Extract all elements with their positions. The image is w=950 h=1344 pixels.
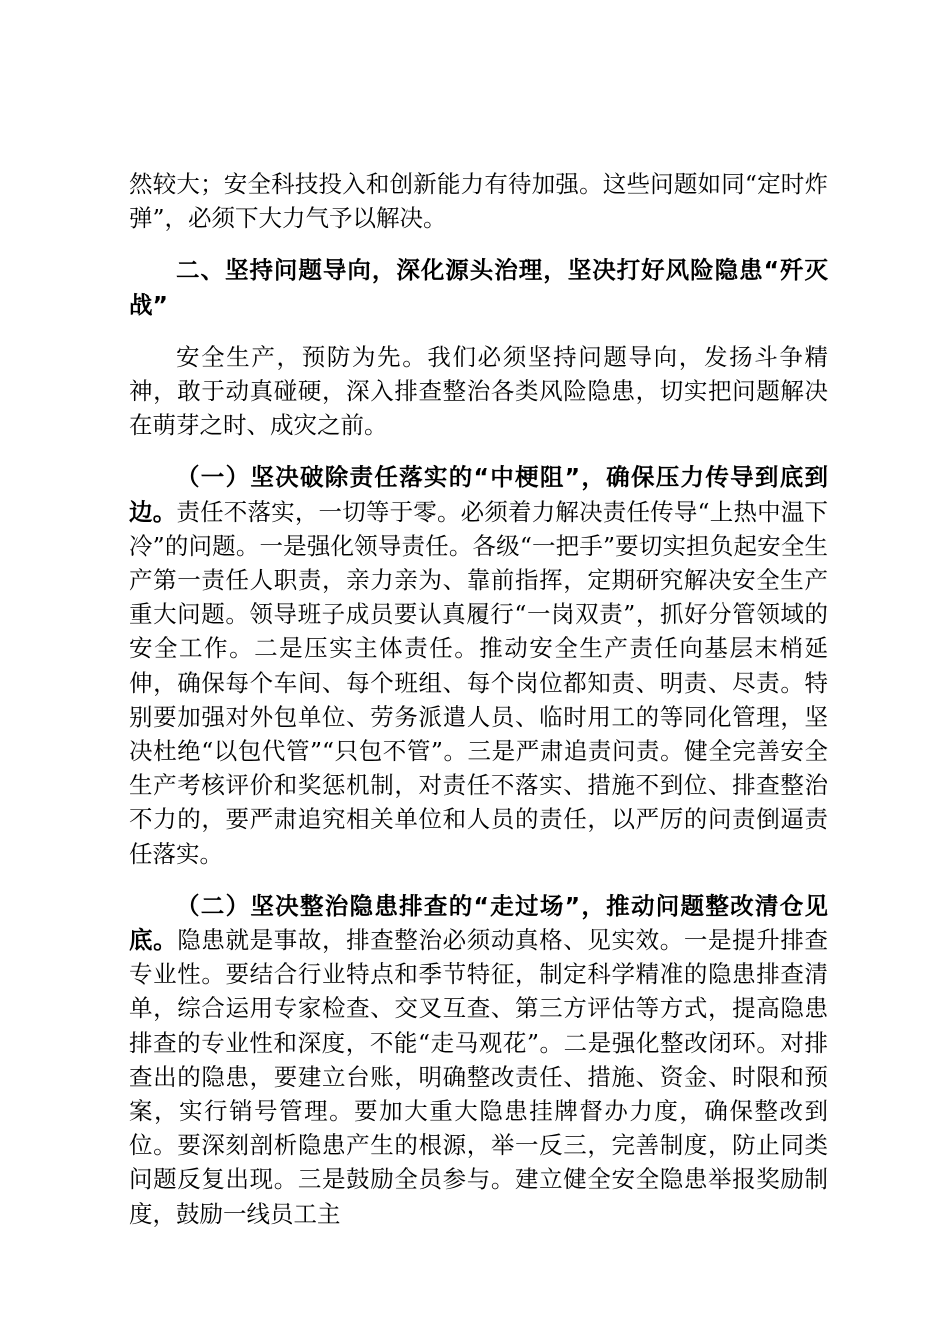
- item-paragraph-1: [129, 460, 828, 870]
- document-body: [129, 167, 828, 1249]
- intro-paragraph: 安全生产，预防为先。我们必须坚持问题导向，发扬斗争精神，敢于动真碰硬，深入排查整治各类风险隐患，切实把问题解决在萌芽之时、成灾之前。: [129, 342, 828, 440]
- item-body-2: 隐患就是事故，排查整治必须动真格、见实效。一是提升排查专业性。要结合行业特点和季节特征，制定科学精准的隐患排查清单，综合运用专家检查、交叉互查、第三方评估等方式，提高隐患排查的专业性和深度，不能“走马观花”。二是强化整改闭环。对排查出的隐患，要建立台账，明确整改责任、措施、资金、时限和预案，实行销号管理。要加大重大隐患挂牌督办力度，确保整改到位。要深刻剖析隐患产生的根源，举一反三，完善制度，防止同类问题反复出现。三是鼓励全员参与。建立健全安全隐患举报奖励制度，鼓励一线员工主: [129, 926, 828, 1228]
- continuation-paragraph: 然较大；安全科技投入和创新能力有待加强。这些问题如同“定时炸弹”，必须下大力气予以解决。: [129, 170, 828, 233]
- item-lead-2: （二）坚决整治隐患排查的“走过场”，推动问题整改清仓见底。: [129, 891, 828, 955]
- item-paragraph-2: [129, 889, 828, 1231]
- item-lead-1: （一）坚决破除责任落实的“中梗阻”，确保压力传导到底到边。: [129, 463, 828, 526]
- section-heading: 二、坚持问题导向，深化源头治理，坚决打好风险隐患“歼灭战”: [129, 256, 828, 319]
- item-body-1: 责任不落实，一切等于零。必须着力解决责任传导“上热中温下冷”的问题。一是强化领导责任。各级“一把手”要切实担负起安全生产第一责任人职责，亲力亲为、靠前指挥，定期研究解决安全生产重大问题。领导班子成员要认真履行“一岗双责”，抓好分管领域的安全工作。二是压实主体责任。推动安全生产责任向基层末梢延伸，确保每个车间、每个班组、每个岗位都知责、明责、尽责。特别要加强对外包单位、劳务派遣人员、临时用工的等同化管理，坚决杜绝“以包代管”“只包不管”。三是严肃追责问责。健全完善安全生产考核评价和奖惩机制，对责任不落实、措施不到位、排查整治不力的，要严肃追究相关单位和人员的责任，以严厉的问责倒逼责任落实。: [129, 497, 829, 868]
